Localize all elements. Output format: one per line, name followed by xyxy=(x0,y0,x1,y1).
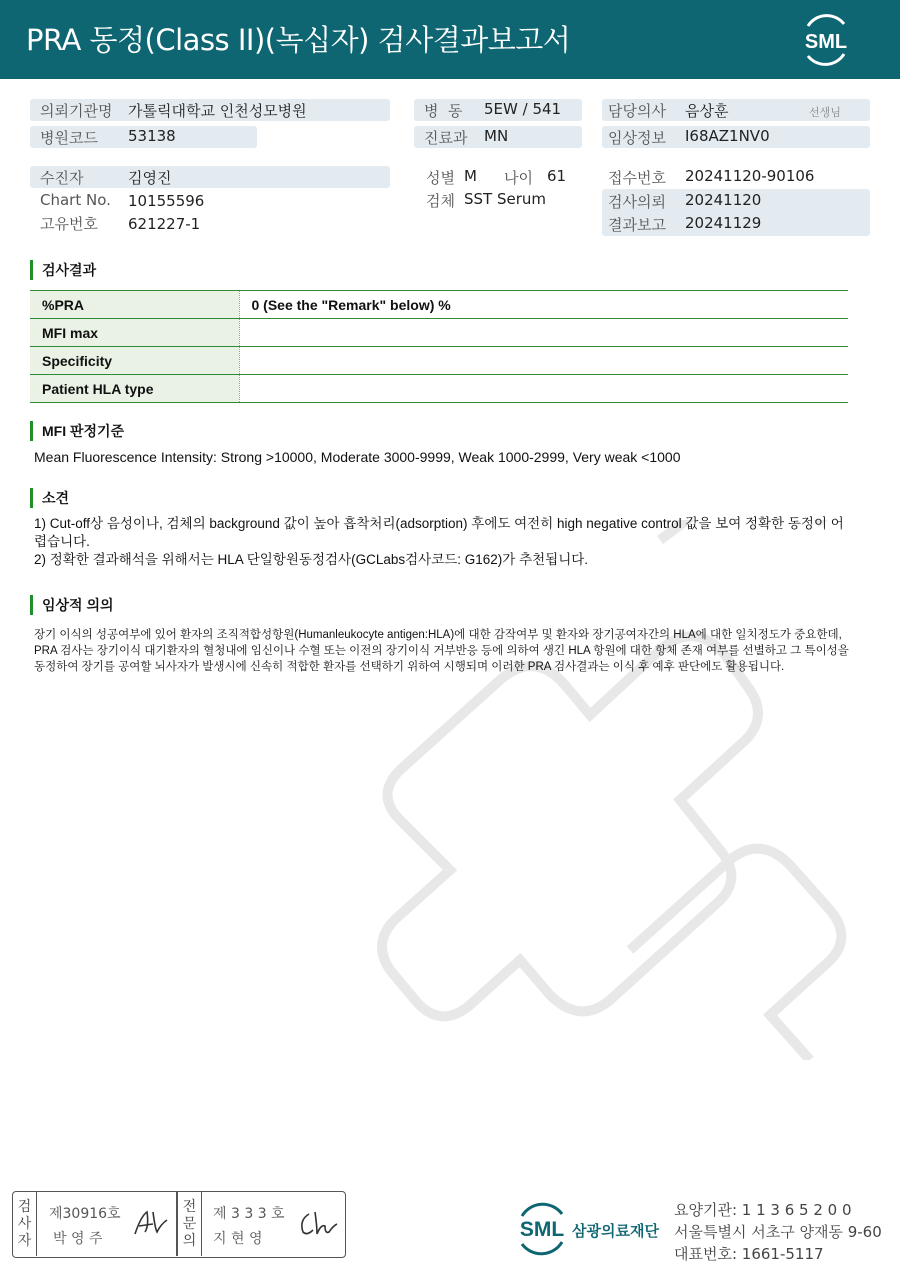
signature-stamp xyxy=(12,1191,346,1258)
specimen-value: SST Serum xyxy=(464,190,547,208)
remark-line-2: 2) 정확한 결과해석을 위해서는 HLA 단일항원동정검사(GCLabs검사코드: G162)가 추천됩니다. xyxy=(34,552,589,567)
doctor-label: 담당의사 xyxy=(608,102,666,120)
table-row xyxy=(30,319,848,347)
result-label-mfi-max: MFI max xyxy=(30,319,239,347)
sex-value: M xyxy=(464,167,477,185)
phone-number: 대표번호: 1661-5117 xyxy=(674,1245,824,1263)
dept-value: MN xyxy=(484,127,509,145)
result-label-pra: %PRA xyxy=(30,291,239,319)
clinical-info-value: I68AZ1NV0 xyxy=(685,127,770,145)
remark-section-title: 소견 xyxy=(30,488,69,508)
result-label-hla-type: Patient HLA type xyxy=(30,375,239,403)
result-value-pra: 0 (See the "Remark" below) % xyxy=(239,291,848,319)
table-row xyxy=(30,291,848,319)
mfi-section-title: MFI 판정기준 xyxy=(30,421,124,441)
clinical-text: 장기 이식의 성공여부에 있어 환자의 조직적합성항원(Humanleukocyte antigen:HLA)에 대한 감작여부 및 환자와 장기공여자간의 HLA에 대한 일치정도가 중요한데, PRA 검사는 장기이식 대기환자의 혈청내에 임신이나 수혈 또는 이전의 장기이식 거부반응 등에 의하여 생긴 HLA 항원에 대한 항체 존재 여부를 선별하고 그 특이성을 동정하여 장기를 공여할 뇌사자가 발생시에 신속히 적합한 환자를 선택하기 위하여 시행되며 이러한 PRA 검사결과는 이식 후 예후 판단에도 활용됩니다. xyxy=(34,629,849,673)
examiner-label: 검 사 자 xyxy=(13,1192,37,1256)
result-value-specificity xyxy=(239,347,848,375)
ward-value: 5EW / 541 xyxy=(484,100,562,118)
page-header xyxy=(0,0,900,79)
results-section-title: 검사결과 xyxy=(30,260,96,280)
results-table xyxy=(30,290,848,403)
request-date-label: 검사의뢰 xyxy=(608,193,666,211)
request-date-value: 20241120 xyxy=(685,191,762,209)
svg-text:SML: SML xyxy=(519,1218,565,1241)
receipt-no-label: 접수번호 xyxy=(608,169,666,187)
patient-row xyxy=(30,166,390,188)
table-row xyxy=(30,347,848,375)
ward-label: 병 동 xyxy=(424,102,463,120)
report-date-label: 결과보고 xyxy=(608,216,666,234)
patient-label: 수진자 xyxy=(40,169,84,187)
specimen-label: 검체 xyxy=(426,192,455,210)
specialist-signature xyxy=(295,1206,339,1240)
receipt-no-value: 20241120-90106 xyxy=(685,167,815,185)
chart-no-label: Chart No. xyxy=(40,191,111,209)
table-row xyxy=(30,375,848,403)
clinical-section-title: 임상적 의의 xyxy=(30,595,114,615)
foundation-logo xyxy=(510,1200,574,1256)
remark-text xyxy=(34,515,854,569)
foundation-name: 삼광의료재단 xyxy=(572,1222,659,1240)
examiner-name: 박 영 주 xyxy=(53,1231,103,1247)
chart-no-value: 10155596 xyxy=(128,192,205,210)
sex-label: 성별 xyxy=(426,169,455,187)
result-value-mfi-max xyxy=(239,319,848,347)
result-label-specificity: Specificity xyxy=(30,347,239,375)
specialist-license-no: 제 3 3 3 호 xyxy=(213,1206,285,1222)
patient-value: 김영진 xyxy=(128,169,172,187)
sml-logo xyxy=(796,12,856,68)
age-value: 61 xyxy=(547,167,567,185)
institution-label: 의뢰기관명 xyxy=(40,102,113,120)
watermark-cross-pattern xyxy=(360,520,900,1060)
result-value-hla-type xyxy=(239,375,848,403)
hospital-code-label: 병원코드 xyxy=(40,129,98,147)
institution-value: 가톨릭대학교 인천성모병원 xyxy=(128,102,307,120)
hospital-code-value: 53138 xyxy=(128,127,176,145)
address: 서울특별시 서초구 양재동 9-60 xyxy=(674,1223,882,1241)
specialist-name: 지 현 영 xyxy=(213,1231,263,1247)
examiner-license-no: 제30916호 xyxy=(49,1206,121,1222)
institution-code: 요양기관: 1 1 3 6 5 2 0 0 xyxy=(674,1201,852,1219)
age-label: 나이 xyxy=(504,169,533,187)
clinical-info-label: 임상정보 xyxy=(608,129,666,147)
remark-line-1: 1) Cut-off상 음성이나, 검체의 background 값이 높아 흡착처리(adsorption) 후에도 여전히 high negative control 값을 보여 정확한 동정이 어렵습니다. xyxy=(34,516,844,549)
report-date-value: 20241129 xyxy=(685,214,762,232)
examiner-signature xyxy=(131,1206,171,1240)
unique-no-label: 고유번호 xyxy=(40,215,98,233)
report-title: PRA 동정(Class II)(녹십자) 검사결과보고서 xyxy=(26,23,571,57)
specialist-label: 전 문 의 xyxy=(178,1192,202,1256)
doctor-value: 음상훈 xyxy=(685,102,729,120)
svg-text:SML: SML xyxy=(804,31,848,53)
dept-label: 진료과 xyxy=(424,129,468,147)
unique-no-value: 621227-1 xyxy=(128,215,201,233)
doctor-suffix: 선생님 xyxy=(809,106,841,119)
mfi-criteria-text: Mean Fluorescence Intensity: Strong >10000, Moderate 3000-9999, Weak 1000-2999, Very weak <1000 xyxy=(34,449,681,465)
